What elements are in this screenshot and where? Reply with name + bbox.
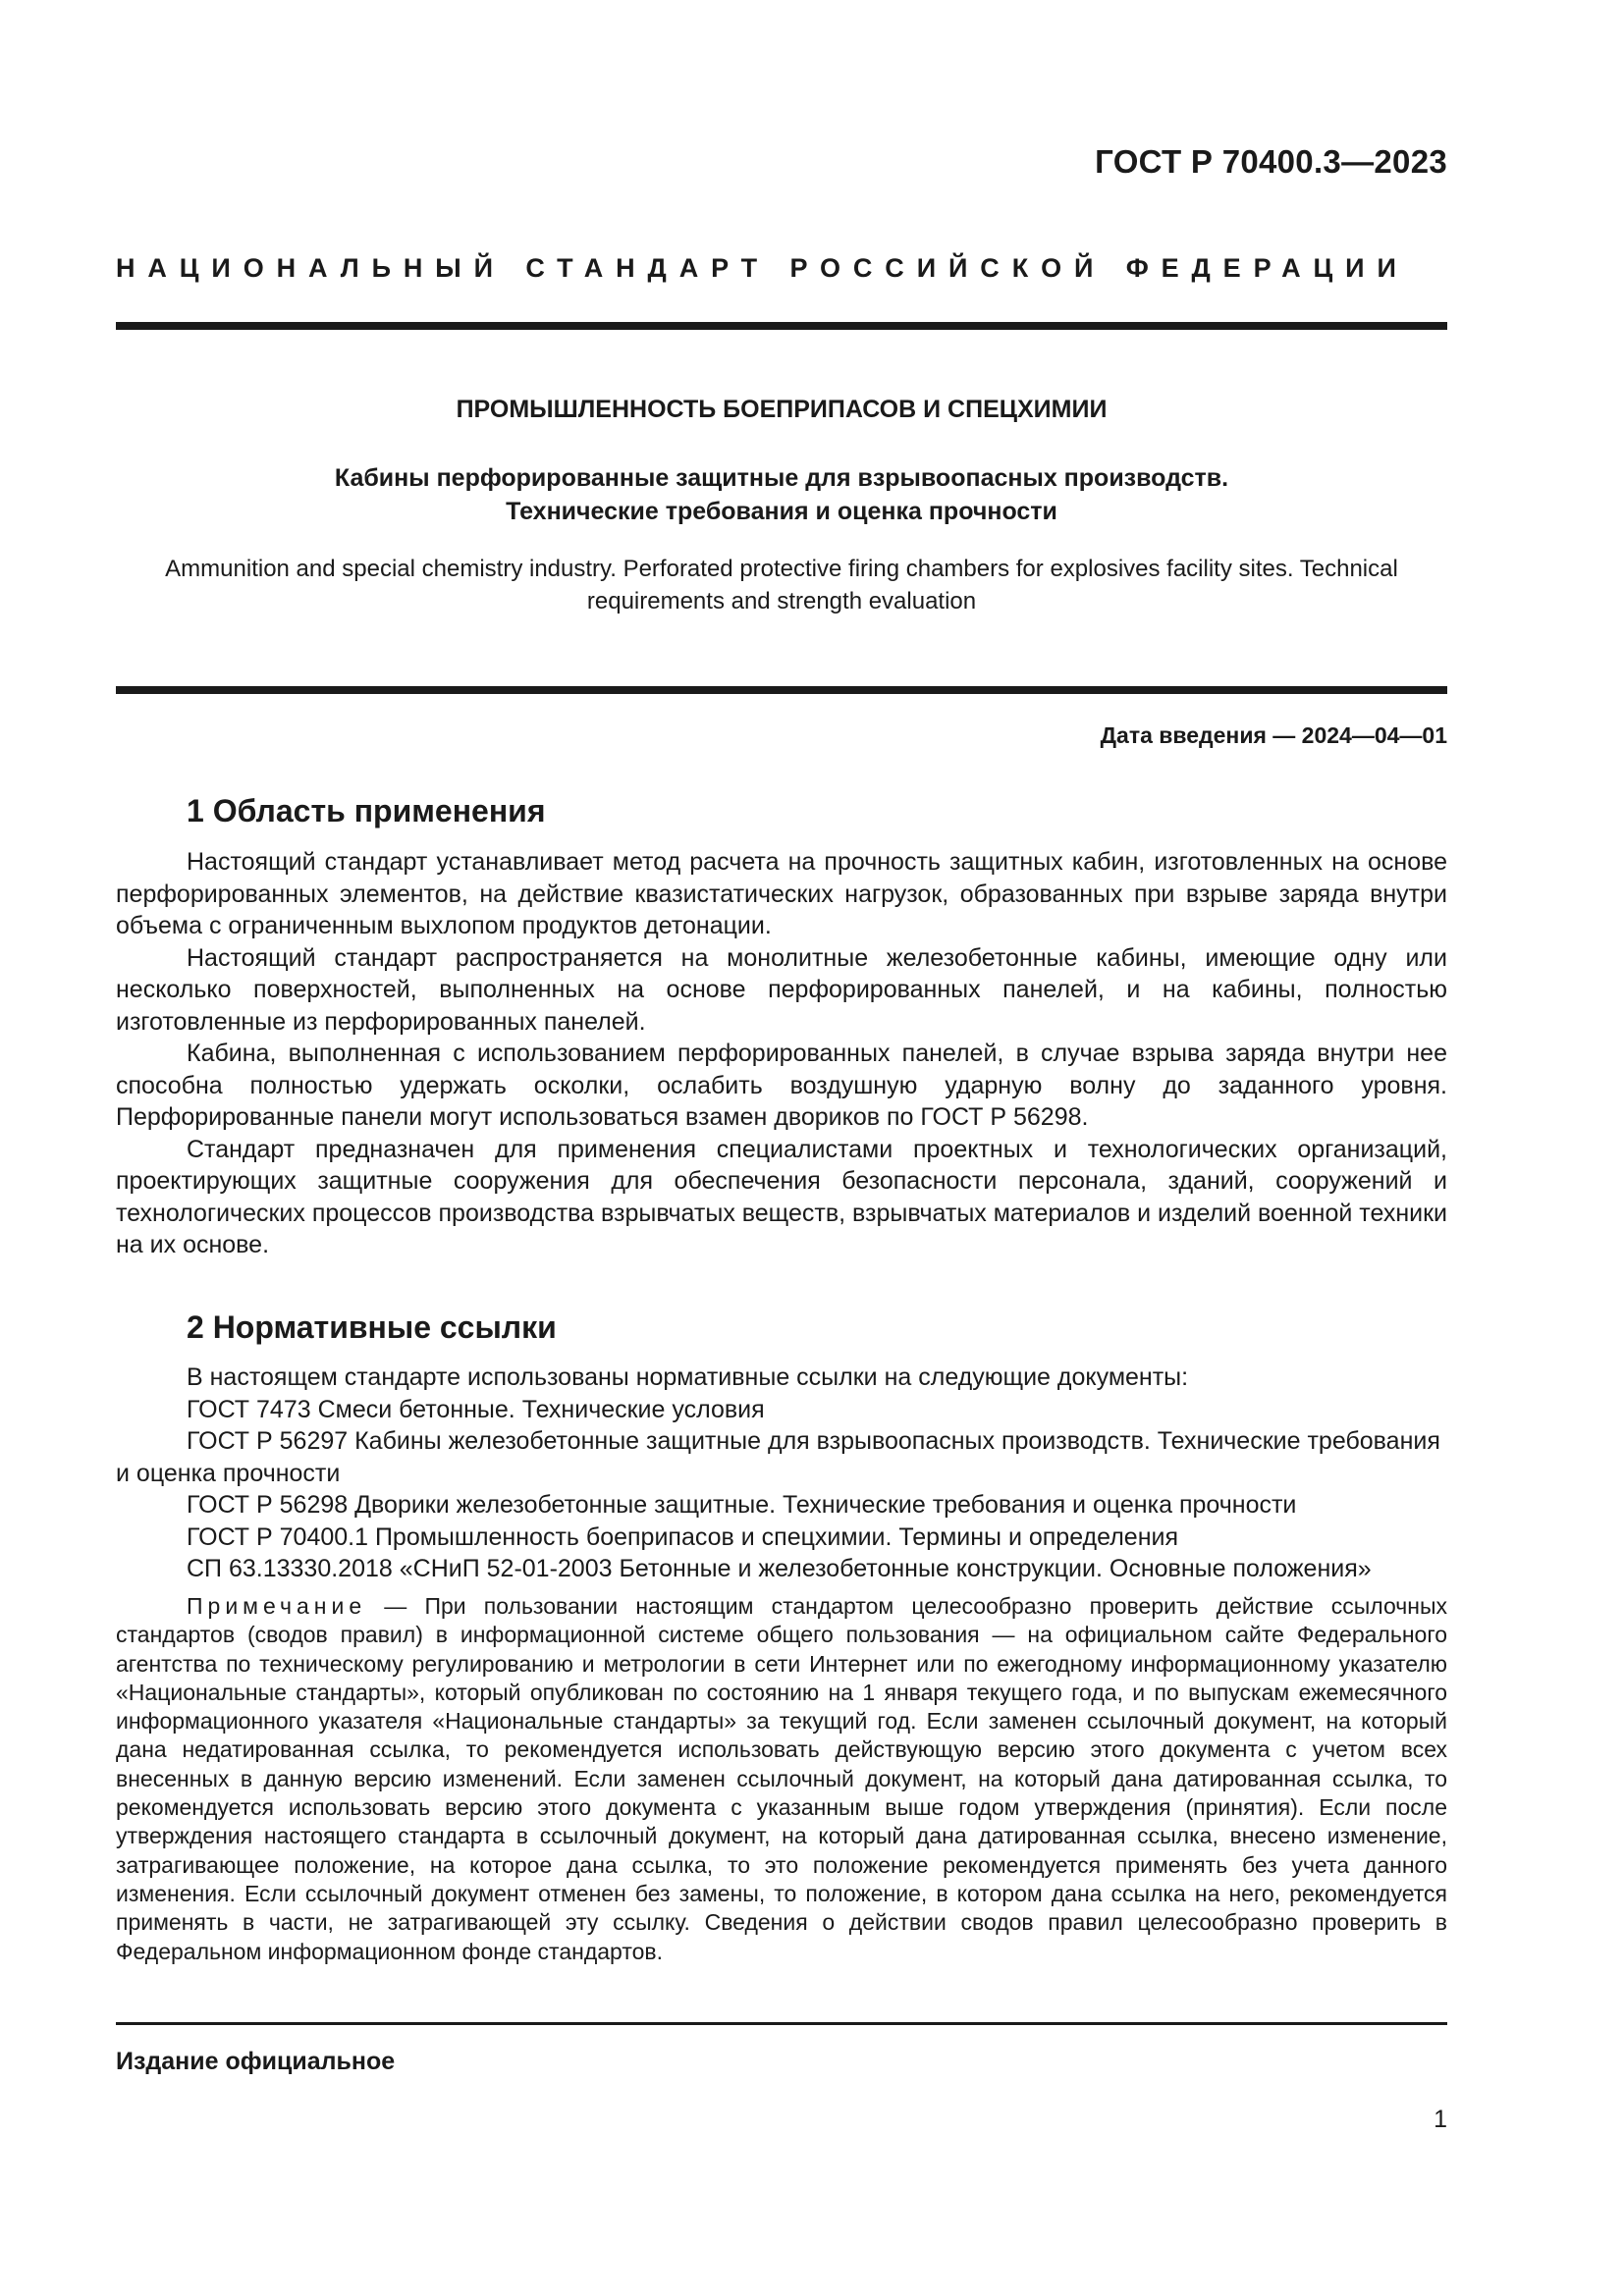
english-title bbox=[116, 553, 1447, 617]
section-1-body bbox=[116, 846, 1447, 1261]
reference-item: ГОСТ 7473 Смеси бетонные. Технические условия bbox=[187, 1395, 765, 1423]
doc-number: ГОСТ Р 70400.3—2023 bbox=[1095, 143, 1447, 180]
paragraph: Настоящий стандарт распространяется на монолитные железобетонные кабины, имеющие одну или несколько поверхностей, выполненных на основе перфорированных панелей, и на кабины, полностью изготовленные из перфорированных панелей. bbox=[116, 943, 1447, 1036]
national-standard-banner: НАЦИОНАЛЬНЫЙ СТАНДАРТ РОССИЙСКОЙ ФЕДЕРАЦИИ bbox=[116, 253, 1409, 283]
reference-item: СП 63.13330.2018 «СНиП 52-01-2003 Бетонные и железобетонные конструкции. Основные положения» bbox=[187, 1555, 1372, 1582]
paragraph: Настоящий стандарт устанавливает метод расчета на прочность защитных кабин, изготовленных на основе перфорированных элементов, на действие квазистатических нагрузок, образованных при взрыве заряда внутри объема с ограниченным выхлопом продуктов детонации. bbox=[116, 848, 1447, 939]
edition-label: Издание официальное bbox=[116, 2048, 396, 2075]
title-divider bbox=[116, 686, 1447, 694]
industry-title: ПРОМЫШЛЕННОСТЬ БОЕПРИПАСОВ И СПЕЦХИМИИ bbox=[456, 396, 1108, 423]
english-title-line-2: requirements and strength evaluation bbox=[586, 588, 977, 614]
note-label: Примечание bbox=[187, 1593, 367, 1619]
introduction-date: Дата введения — 2024—04—01 bbox=[1100, 722, 1447, 748]
references-intro: В настоящем стандарте использованы нормативные ссылки на следующие документы: bbox=[187, 1363, 1189, 1391]
paragraph: Стандарт предназначен для применения специалистами проектных и технологических организаций, проектирующих защитные сооружения для обеспечения безопасности персонала, зданий, сооружений и технологических процессов производства взрывчатых веществ, взрывчатых материалов и изделий военной техники на их основе. bbox=[116, 1135, 1447, 1258]
note bbox=[116, 1592, 1447, 1966]
references-list bbox=[116, 1362, 1447, 1585]
document-subtitle bbox=[116, 461, 1447, 528]
top-divider bbox=[116, 322, 1447, 330]
subtitle-line-1: Кабины перфорированные защитные для взрывоопасных производств. bbox=[334, 464, 1229, 492]
section-2-heading: 2 Нормативные ссылки bbox=[187, 1309, 557, 1345]
reference-item: ГОСТ Р 70400.1 Промышленность боеприпасов и спецхимии. Термины и определения bbox=[187, 1522, 1179, 1551]
note-text: — При пользовании настоящим стандартом целесообразно проверить действие ссылочных стандартов (сводов правил) в информационной системе общего пользования — на официальном сайте Федерального агентства по техническому регулированию и метрологии в сети Интернет или по ежегодному информационному указателю «Национальные стандарты», который опубликован по состоянию на 1 января текущего года, и по выпускам ежемесячного информационного указателя «Национальные стандарты» за текущий год. Если заменен ссылочный документ, на который дана недатированная ссылка, то рекомендуется использовать действующую версию этого документа с учетом всех внесенных в данную версию изменений. Если заменен ссылочный документ, на который дана датированная ссылка, то рекомендуется использовать версию этого документа с указанным выше годом утверждения (принятия). Если после утверждения настоящего стандарта в ссылочный документ, на который дана датированная ссылка, внесено изменение, затрагивающее положение, на которое дана ссылка, то это положение рекомендуется применять без учета данного изменения. Если ссылочный документ отменен без замены, то положение, в котором дана ссылка на него, рекомендуется применять в части, не затрагивающей эту ссылку. Сведения о действии сводов правил целесообразно проверить в Федеральном информационном фонде стандартов. bbox=[116, 1593, 1447, 1964]
section-1-heading: 1 Область применения bbox=[187, 793, 546, 828]
english-title-line-1: Ammunition and special chemistry industry. Perforated protective firing chambers for explosives facility sites. Technical bbox=[165, 556, 1398, 582]
paragraph: Кабина, выполненная с использованием перфорированных панелей, в случае взрыва заряда внутри нее способна полностью удержать осколки, ослабить воздушную ударную волну до заданного уровня. Перфорированные панели могут использоваться взамен двориков по ГОСТ Р 56298. bbox=[116, 1040, 1447, 1131]
footer-divider bbox=[116, 2022, 1447, 2025]
subtitle-line-2: Технические требования и оценка прочности bbox=[506, 498, 1057, 525]
page-number: 1 bbox=[1434, 2106, 1447, 2133]
reference-item: ГОСТ Р 56297 Кабины железобетонные защитные для взрывоопасных производств. Технические требования и оценка прочности bbox=[116, 1427, 1440, 1487]
reference-item: ГОСТ Р 56298 Дворики железобетонные защитные. Технические требования и оценка прочности bbox=[187, 1491, 1297, 1519]
